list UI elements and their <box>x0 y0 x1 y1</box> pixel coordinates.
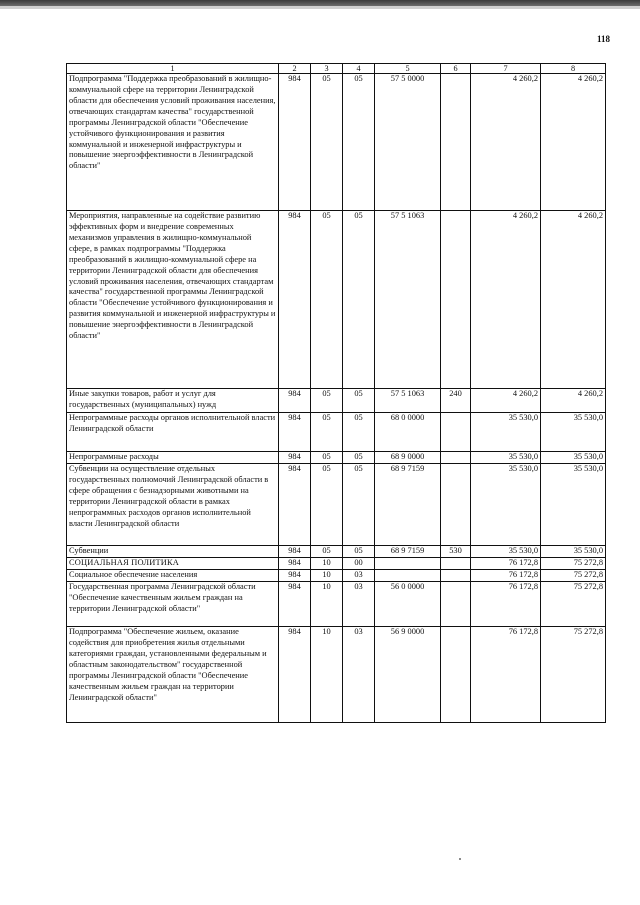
row-target-code: 68 9 0000 <box>375 452 441 464</box>
header-cell-5: 5 <box>375 64 441 74</box>
row-section-code: 05 <box>311 74 343 211</box>
row-subsection-code: 00 <box>343 558 375 570</box>
header-cell-4: 4 <box>343 64 375 74</box>
row-name: Подпрограмма "Поддержка преобразований в жилищно-коммунальной сфере на территории Ленинградской области для обеспечения условий проживания населения, отвечающих стандартам качества" государственной программы Ленинградской области "Обеспечение устойчивого функционирования и развития коммунальной и инженерной инфраструктуры и повышение энергоэффективности в Ленинградской области" <box>67 74 279 211</box>
table-row <box>67 558 606 570</box>
header-cell-8: 8 <box>541 64 606 74</box>
row-amount-1: 76 172,8 <box>471 582 541 627</box>
row-target-code: 57 5 1063 <box>375 389 441 413</box>
row-section-code: 05 <box>311 211 343 389</box>
row-subsection-code: 05 <box>343 413 375 452</box>
row-expense-type <box>441 558 471 570</box>
row-subsection-code: 05 <box>343 211 375 389</box>
row-subsection-code: 03 <box>343 570 375 582</box>
table-row <box>67 546 606 558</box>
row-section-code: 10 <box>311 582 343 627</box>
row-admin-code: 984 <box>279 582 311 627</box>
header-cell-7: 7 <box>471 64 541 74</box>
row-amount-2: 4 260,2 <box>541 74 606 211</box>
row-amount-2: 4 260,2 <box>541 389 606 413</box>
row-expense-type: 240 <box>441 389 471 413</box>
row-amount-1: 76 172,8 <box>471 570 541 582</box>
row-expense-type <box>441 74 471 211</box>
row-section-code: 05 <box>311 464 343 546</box>
scan-speck <box>459 858 461 860</box>
table-row <box>67 211 606 389</box>
row-section-code: 10 <box>311 627 343 723</box>
row-target-code <box>375 558 441 570</box>
row-amount-1: 4 260,2 <box>471 74 541 211</box>
row-target-code: 57 5 1063 <box>375 211 441 389</box>
row-admin-code: 984 <box>279 558 311 570</box>
row-subsection-code: 05 <box>343 389 375 413</box>
row-name: Непрограммные расходы органов исполнительной власти Ленинградской области <box>67 413 279 452</box>
row-name: Непрограммные расходы <box>67 452 279 464</box>
row-target-code: 56 9 0000 <box>375 627 441 723</box>
row-amount-1: 35 530,0 <box>471 546 541 558</box>
row-name: Субвенции <box>67 546 279 558</box>
header-row <box>67 64 606 74</box>
row-admin-code: 984 <box>279 570 311 582</box>
row-amount-2: 4 260,2 <box>541 211 606 389</box>
row-section-code: 05 <box>311 413 343 452</box>
row-admin-code: 984 <box>279 452 311 464</box>
row-section-code: 05 <box>311 546 343 558</box>
row-subsection-code: 05 <box>343 546 375 558</box>
row-amount-1: 35 530,0 <box>471 464 541 546</box>
row-expense-type <box>441 452 471 464</box>
row-amount-1: 4 260,2 <box>471 211 541 389</box>
table-row <box>67 389 606 413</box>
row-admin-code: 984 <box>279 389 311 413</box>
row-amount-2: 35 530,0 <box>541 452 606 464</box>
row-amount-1: 76 172,8 <box>471 558 541 570</box>
row-name: Подпрограмма "Обеспечение жильем, оказание содействия для приобретения жилья отдельными категориями граждан, установленными федеральным и областным законодательством" государственной программы Ленинградской области "Обеспечение качественным жильем граждан на территории Ленинградской области" <box>67 627 279 723</box>
row-section-code: 05 <box>311 389 343 413</box>
row-amount-2: 35 530,0 <box>541 464 606 546</box>
row-subsection-code: 03 <box>343 627 375 723</box>
row-amount-1: 35 530,0 <box>471 413 541 452</box>
row-subsection-code: 05 <box>343 74 375 211</box>
header-cell-2: 2 <box>279 64 311 74</box>
header-cell-3: 3 <box>311 64 343 74</box>
row-name: Социальное обеспечение населения <box>67 570 279 582</box>
row-target-code <box>375 570 441 582</box>
row-expense-type <box>441 464 471 546</box>
row-target-code: 56 0 0000 <box>375 582 441 627</box>
row-amount-1: 76 172,8 <box>471 627 541 723</box>
table-row <box>67 464 606 546</box>
table-row <box>67 74 606 211</box>
header-cell-1: 1 <box>67 64 279 74</box>
row-name: Субвенции на осуществление отдельных государственных полномочий Ленинградской области в сфере обращения с безнадзорными животными на территории Ленинградской области в рамках непрограммных расходов органов исполнительной власти Ленинградской области <box>67 464 279 546</box>
row-expense-type <box>441 413 471 452</box>
row-section-code: 10 <box>311 570 343 582</box>
row-target-code: 68 9 7159 <box>375 546 441 558</box>
table-row <box>67 413 606 452</box>
row-expense-type <box>441 211 471 389</box>
row-amount-2: 35 530,0 <box>541 546 606 558</box>
row-target-code: 57 5 0000 <box>375 74 441 211</box>
table-row <box>67 627 606 723</box>
row-amount-2: 35 530,0 <box>541 413 606 452</box>
row-subsection-code: 05 <box>343 464 375 546</box>
row-section-code: 05 <box>311 452 343 464</box>
budget-table <box>66 63 606 723</box>
row-admin-code: 984 <box>279 211 311 389</box>
row-name: Иные закупки товаров, работ и услуг для государственных (муниципальных) нужд <box>67 389 279 413</box>
row-target-code: 68 9 7159 <box>375 464 441 546</box>
scan-top-shadow <box>0 6 640 9</box>
row-admin-code: 984 <box>279 413 311 452</box>
row-target-code: 68 0 0000 <box>375 413 441 452</box>
row-amount-1: 4 260,2 <box>471 389 541 413</box>
row-admin-code: 984 <box>279 627 311 723</box>
row-section-code: 10 <box>311 558 343 570</box>
row-subsection-code: 05 <box>343 452 375 464</box>
row-amount-2: 75 272,8 <box>541 582 606 627</box>
row-expense-type <box>441 582 471 627</box>
row-amount-2: 75 272,8 <box>541 558 606 570</box>
row-expense-type <box>441 627 471 723</box>
row-expense-type <box>441 570 471 582</box>
table-row <box>67 452 606 464</box>
row-name: Мероприятия, направленные на содействие развитию эффективных форм и внедрение современных механизмов управления в жилищно-коммунальной сфере, в рамках подпрограммы "Поддержка преобразований в жилищно-коммунальной сфере на территории Ленинградской области для обеспечения условий проживания населения, отвечающих стандартам качества" государственной программы Ленинградской области "Обеспечение устойчивого функционирования и развития коммунальной и инженерной инфраструктуры и повышение энергоэффективности в Ленинградской области" <box>67 211 279 389</box>
page-number: 118 <box>596 34 610 44</box>
table-row <box>67 570 606 582</box>
table-row <box>67 582 606 627</box>
row-name: СОЦИАЛЬНАЯ ПОЛИТИКА <box>67 558 279 570</box>
row-amount-2: 75 272,8 <box>541 627 606 723</box>
row-admin-code: 984 <box>279 74 311 211</box>
row-amount-2: 75 272,8 <box>541 570 606 582</box>
header-cell-6: 6 <box>441 64 471 74</box>
row-admin-code: 984 <box>279 464 311 546</box>
row-expense-type: 530 <box>441 546 471 558</box>
row-subsection-code: 03 <box>343 582 375 627</box>
row-amount-1: 35 530,0 <box>471 452 541 464</box>
row-admin-code: 984 <box>279 546 311 558</box>
row-name: Государственная программа Ленинградской области "Обеспечение качественным жильем граждан на территории Ленинградской области" <box>67 582 279 627</box>
